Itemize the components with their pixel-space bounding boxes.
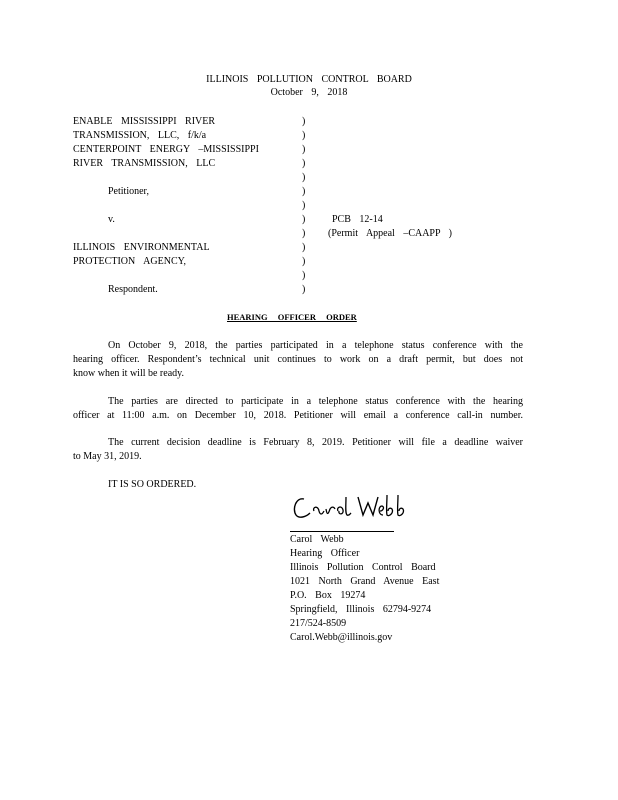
paragraph-line: know when it will be ready.	[73, 368, 184, 379]
respondent-line: PROTECTION AGENCY,	[73, 256, 187, 267]
signer-line: Hearing Officer	[290, 548, 360, 559]
so-ordered: IT IS SO ORDERED.	[108, 479, 197, 490]
paragraph-line: The current decision deadline is February 8, 2019. Petitioner will file a deadline waiver	[108, 437, 523, 448]
document-date: October 9, 2018	[270, 87, 348, 98]
paragraph-1	[73, 339, 523, 381]
petitioner-line: CENTERPOINT ENERGY –MISSISSIPPI	[73, 144, 259, 155]
signer-line: Illinois Pollution Control Board	[290, 562, 436, 573]
signer-email: Carol.Webb@illinois.gov	[290, 632, 393, 643]
document-header	[0, 73, 618, 99]
signer-line: Carol Webb	[290, 534, 344, 545]
signature-image	[290, 487, 420, 527]
case-caption-parties	[73, 115, 306, 297]
paragraph-line: hearing officer. Respondent’s technical unit continues to work on a draft permit, but does not	[73, 354, 523, 365]
case-number-block	[328, 213, 453, 241]
respondent-role: Respondent.	[108, 284, 158, 295]
paragraph-line: The parties are directed to participate in a telephone status conference with the hearing	[108, 396, 523, 407]
signature-block	[290, 533, 439, 645]
signature-line	[290, 531, 394, 532]
petitioner-role: Petitioner,	[108, 186, 149, 197]
petitioner-line: RIVER TRANSMISSION, LLC	[73, 158, 216, 169]
caption-parentheses: ) ) ) ) ) ) ) ) ) ) ) ) )	[302, 116, 306, 295]
order-title: HEARING OFFICER ORDER	[227, 312, 357, 322]
signer-line: P.O. Box 19274	[290, 590, 366, 601]
signer-line: 1021 North Grand Avenue East	[290, 576, 440, 587]
petitioner-line: ENABLE MISSISSIPPI RIVER	[73, 116, 216, 127]
respondent-line: ILLINOIS ENVIRONMENTAL	[73, 242, 210, 253]
signer-line: Springfield, Illinois 62794-9274	[290, 604, 432, 615]
board-name: ILLINOIS POLLUTION CONTROL BOARD	[206, 74, 412, 85]
case-type: (Permit Appeal –CAAPP )	[328, 228, 453, 239]
paragraph-3	[73, 436, 523, 464]
petitioner-line: TRANSMISSION, LLC, f/k/a	[73, 130, 207, 141]
versus-label: v.	[108, 214, 115, 225]
case-number: PCB 12-14	[332, 214, 383, 225]
paragraph-2	[73, 395, 523, 423]
paragraph-line: to May 31, 2019.	[73, 451, 142, 462]
paragraph-line: officer at 11:00 a.m. on December 10, 2018. Petitioner will email a conference call-in number.	[73, 410, 523, 421]
signer-line: 217/524-8509	[290, 618, 347, 629]
paragraph-line: On October 9, 2018, the parties participated in a telephone status conference with the	[108, 340, 523, 351]
